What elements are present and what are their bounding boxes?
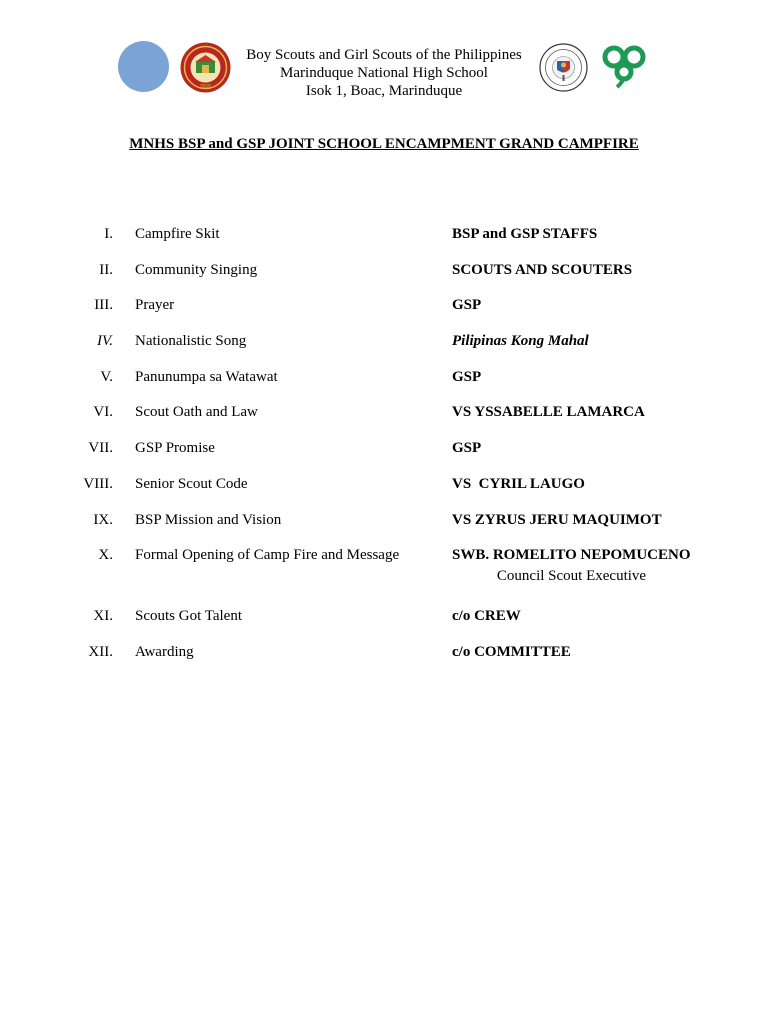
program-row: [0, 296, 768, 332]
program-row: [0, 332, 768, 368]
program-row: [0, 225, 768, 261]
program-item: GSP Promise: [135, 440, 215, 457]
responsible-party: VS YSSABELLE LAMARCA: [452, 404, 645, 421]
item-number: IX.: [93, 511, 113, 528]
gsp-trefoil-logo: [599, 42, 649, 90]
item-number: VIII.: [83, 475, 113, 492]
program-item: Senior Scout Code: [135, 475, 248, 492]
item-number: VII.: [88, 440, 113, 457]
program-item: Scouts Got Talent: [135, 608, 242, 625]
program-item: Prayer: [135, 297, 175, 314]
page-title: MNHS BSP and GSP JOINT SCHOOL ENCAMPMENT GRAND CAMPFIRE: [129, 136, 639, 152]
government-seal-logo: [539, 41, 588, 94]
responsible-party: c/o CREW: [452, 608, 521, 625]
responsible-party: SCOUTS AND SCOUTERS: [452, 261, 633, 278]
responsible-party: SWB. ROMELITO NEPOMUCENO: [452, 547, 691, 564]
program-row: [0, 511, 768, 547]
program-item: Community Singing: [135, 261, 258, 278]
responsible-party-title: Council Scout Executive: [496, 568, 647, 585]
item-number: XI.: [93, 608, 113, 625]
item-number: II.: [99, 261, 113, 278]
school-address: Isok 1, Boac, Marinduque: [305, 83, 463, 99]
program-row: [0, 546, 768, 607]
program-row: [0, 403, 768, 439]
item-number: VI.: [93, 404, 113, 421]
program-list: [0, 225, 768, 679]
item-number: X.: [98, 547, 113, 564]
program-row: [0, 607, 768, 643]
responsible-party: VS CYRIL LAUGO: [452, 475, 585, 492]
responsible-party: c/o COMMITTEE: [452, 643, 571, 660]
program-item: Panunumpa sa Watawat: [135, 368, 278, 385]
program-row: [0, 368, 768, 404]
responsible-party: VS ZYRUS JERU MAQUIMOT: [452, 511, 662, 528]
program-row: [0, 439, 768, 475]
responsible-party: GSP: [452, 368, 482, 385]
item-number: XII.: [88, 643, 113, 660]
program-item: BSP Mission and Vision: [135, 511, 282, 528]
program-item: Scout Oath and Law: [135, 404, 258, 421]
item-number: V.: [100, 368, 113, 385]
item-number: I.: [104, 226, 113, 242]
program-row: [0, 475, 768, 511]
school-name: Marinduque National High School: [280, 65, 488, 81]
program-row: [0, 261, 768, 297]
program-row: [0, 643, 768, 679]
item-number: III.: [94, 297, 113, 314]
responsible-party: BSP and GSP STAFFS: [452, 226, 598, 242]
responsible-party: GSP: [452, 297, 482, 314]
responsible-party: GSP: [452, 440, 482, 457]
program-item: Campfire Skit: [135, 226, 220, 242]
responsible-party: Pilipinas Kong Mahal: [452, 333, 589, 350]
header-text: [236, 46, 532, 100]
school-seal-year: 2016: [199, 84, 212, 90]
item-number: IV.: [97, 333, 113, 350]
document-header: [0, 38, 768, 98]
program-item: Formal Opening of Camp Fire and Message: [135, 547, 400, 564]
organization-name: Boy Scouts and Girl Scouts of the Philippines: [246, 47, 522, 63]
program-item: Nationalistic Song: [135, 333, 247, 350]
program-item: Awarding: [135, 643, 194, 660]
school-seal-logo: [180, 41, 231, 94]
blue-circle-logo: [118, 41, 169, 92]
